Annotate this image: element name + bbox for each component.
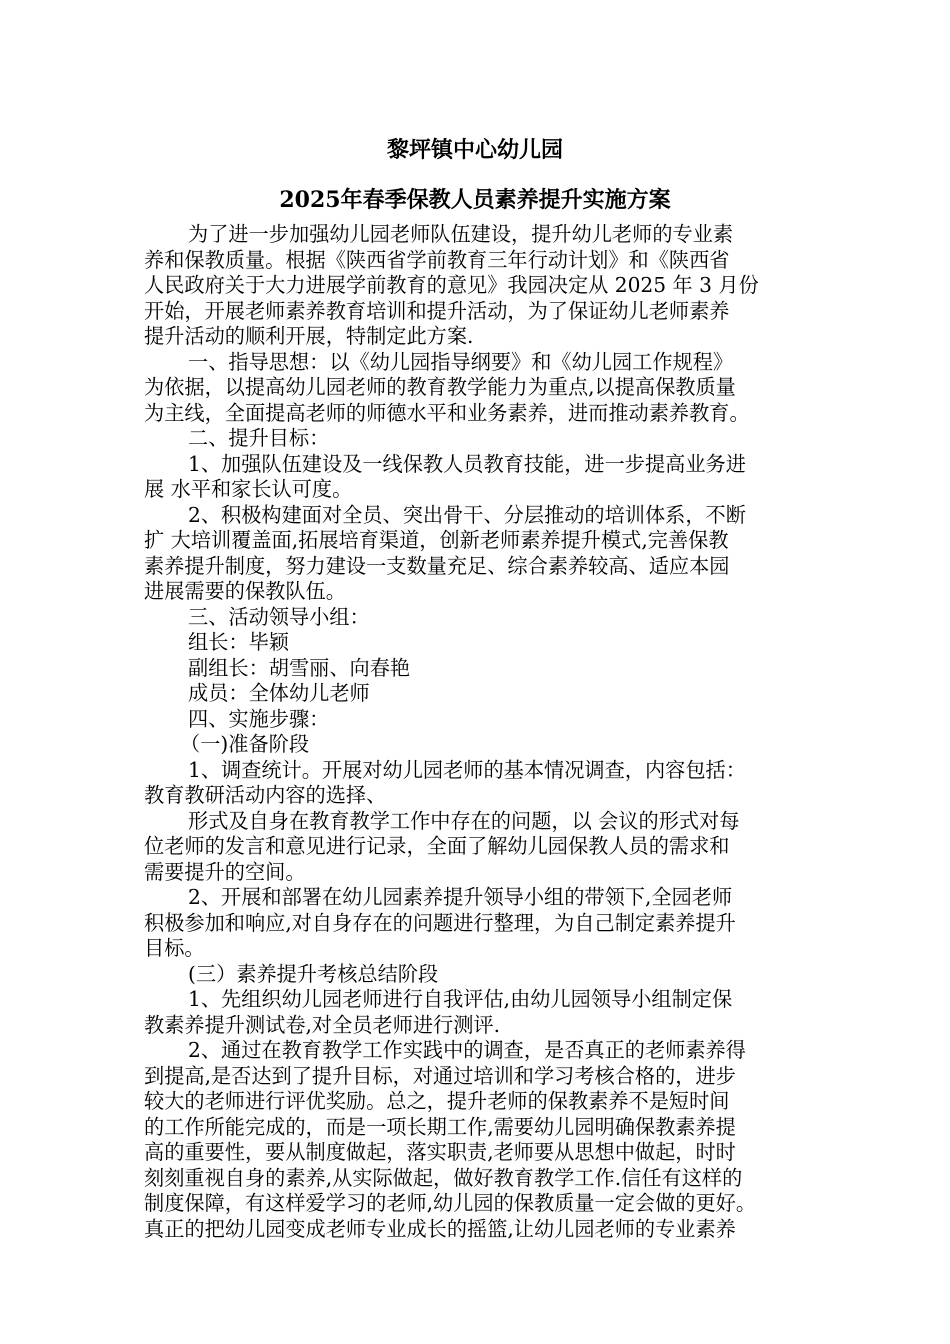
document-title-plan: 2025年春季保教人员素养提升实施方案 <box>279 187 671 213</box>
body-line: 位老师的发言和意见进行记录，全面了解幼儿园保教人员的需求和 <box>144 834 730 858</box>
body-line: 真正的把幼儿园变成老师专业成长的摇篮,让幼儿园老师的专业素养 <box>144 1216 736 1241</box>
body-line: 较大的老师进行评优奖励。总之，提升老师的保教素养不是短时间 <box>144 1089 730 1113</box>
body-line: 人民政府关于大力进展学前教育的意见》我园决定从 2025 年 3 月份 <box>144 273 759 297</box>
body-line: 为依据，以提高幼儿园老师的教育教学能力为重点,以提高保教质量 <box>144 375 736 399</box>
body-line: 积极参加和响应,对自身存在的问题进行整理，为自己制定素养提升 <box>144 910 736 935</box>
body-line: 教育教研活动内容的选择、 <box>144 783 387 807</box>
body-line: 为主线，全面提高老师的师德水平和业务素养，进而推动素养教育。 <box>144 400 750 425</box>
body-line: 高的重要性，要从制度做起，落实职责,老师要从思想中做起，时时 <box>144 1140 736 1164</box>
body-line: 1、先组织幼儿园老师进行自我评估,由幼儿园领导小组制定保 <box>188 987 733 1011</box>
section-heading-implementation-steps: 四、实施步骤： <box>188 706 330 731</box>
body-line: 需要提升的空间。 <box>144 859 306 884</box>
body-line: 到提高,是否达到了提升目标，对通过培训和学习考核合格的，进步 <box>144 1063 736 1088</box>
body-line: 制度保障，有这样爱学习的老师,幼儿园的保教质量一定会做的更好。 <box>144 1191 757 1215</box>
body-line: 的工作所能完成的，而是一项长期工作,需要幼儿园明确保教素养提 <box>144 1114 736 1139</box>
body-line: 提升活动的顺利开展，特制定此方案. <box>144 324 474 348</box>
body-line: 素养提升制度，努力建设一支数量充足、综合素养较高、适应本园 <box>144 553 730 578</box>
document-body <box>144 222 824 1242</box>
body-line: 组长：毕颖 <box>188 630 289 654</box>
body-line: 刻刻重视自身的素养,从实际做起，做好教育教学工作.信任有这样的 <box>144 1165 743 1190</box>
body-line: 1、调查统计。开展对幼儿园老师的基本情况调查，内容包括： <box>188 757 746 782</box>
body-line: 副组长：胡雪丽、向春艳 <box>188 655 411 680</box>
section-heading-goals: 二、提升目标： <box>188 426 330 450</box>
body-line: 成员：全体幼儿老师 <box>188 681 370 705</box>
body-line: 目标。 <box>144 936 205 960</box>
body-line: 进展需要的保教队伍。 <box>144 579 346 603</box>
section-heading-guiding-ideology: 一、指导思想：以《幼儿园指导纲要》和《幼儿园工作规程》 <box>188 349 734 374</box>
subsection-heading-assessment: (三）素养提升考核总结阶段 <box>188 961 439 986</box>
body-line: 2、通过在教育教学工作实践中的调查，是否真正的老师素养得 <box>188 1038 746 1062</box>
section-heading-leadership-group: 三、活动领导小组： <box>188 604 370 629</box>
body-line: 1、加强队伍建设及一线保教人员教育技能，进一步提高业务进 <box>188 451 746 476</box>
body-line: 2、积极构建面对全员、突出骨干、分层推动的培训体系，不断 <box>188 502 746 527</box>
body-line: 为了进一步加强幼儿园老师队伍建设，提升幼儿老师的专业素 <box>188 222 734 246</box>
body-line: 开始，开展老师素养教育培训和提升活动，为了保证幼儿老师素养 <box>144 298 730 323</box>
body-line: 2、开展和部署在幼儿园素养提升领导小组的带领下,全园老师 <box>188 885 733 909</box>
body-line: 形式及自身在教育教学工作中存在的问题，以 会议的形式对每 <box>188 808 740 833</box>
subsection-heading-preparation: （一)准备阶段 <box>180 732 310 756</box>
body-line: 养和保教质量。根据《陕西省学前教育三年行动计划》和《陕西省 <box>144 247 730 272</box>
document-title-org: 黎坪镇中心幼儿园 <box>386 137 563 163</box>
body-line: 展 水平和家长认可度。 <box>144 477 353 501</box>
body-line: 教素养提升测试卷,对全员老师进行测评. <box>144 1012 501 1037</box>
body-line: 扩 大培训覆盖面,拓展培育渠道，创新老师素养提升模式,完善保教 <box>144 528 729 552</box>
